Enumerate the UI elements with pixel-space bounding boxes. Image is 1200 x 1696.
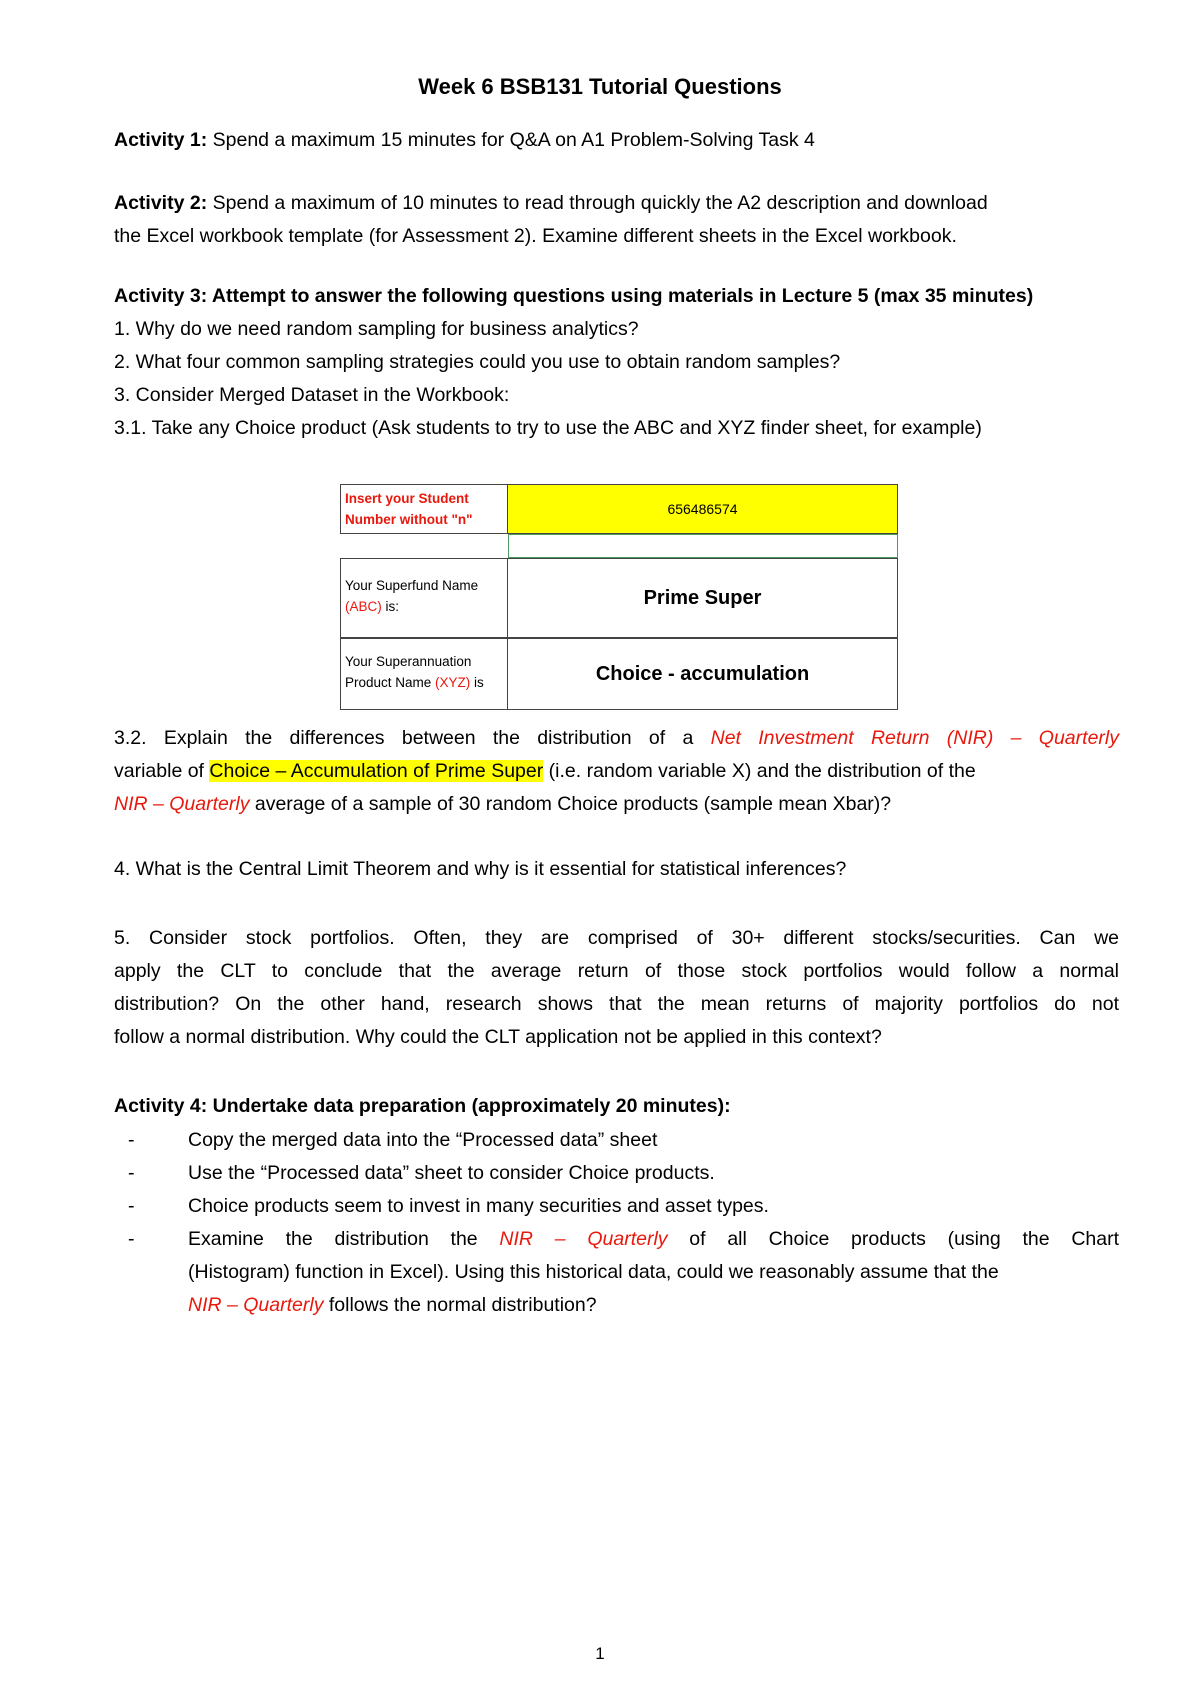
activity-2-line-1: Spend a maximum of 10 minutes to read through quickly the A2 description and download: [207, 192, 988, 214]
activity-4-list: [114, 1124, 1119, 1322]
question-1: 1. Why do we need random sampling for business analytics?: [114, 318, 639, 340]
superfund-name-value: Prime Super: [508, 558, 898, 638]
activity-3: [114, 280, 1119, 445]
activity-4: [114, 1090, 1119, 1123]
list-item: - Copy the merged data into the “Processed data” sheet: [128, 1129, 658, 1151]
nir-quarterly-term: Net Investment Return (NIR) – Quarterly: [710, 727, 1119, 749]
activity-2-line-2: the Excel workbook template (for Assessment 2). Examine different sheets in the Excel workbook.: [114, 225, 957, 247]
superfund-row: [340, 558, 898, 638]
activity-1-text: Spend a maximum 15 minutes for Q&A on A1 Problem-Solving Task 4: [207, 129, 815, 151]
activity-2: [114, 187, 1119, 253]
page-number: 1: [595, 1644, 605, 1663]
activity-1-label: Activity 1:: [114, 129, 208, 151]
product-name-value: Choice - accumulation: [508, 638, 898, 710]
question-2: 2. What four common sampling strategies could you use to obtain random samples?: [114, 351, 841, 373]
activity-3-heading: Activity 3: Attempt to answer the following questions using materials in Lecture 5 (max 35 minutes): [114, 285, 1034, 307]
question-3-1: 3.1. Take any Choice product (Ask students to try to use the ABC and XYZ finder sheet, for example): [114, 417, 982, 439]
activity-1: [114, 124, 1119, 157]
activity-2-label: Activity 2:: [114, 192, 208, 214]
student-number-label: Insert your Student Number without "n": [340, 484, 508, 534]
list-item: - Use the “Processed data” sheet to consider Choice products.: [128, 1162, 715, 1184]
product-row: [340, 638, 898, 710]
question-5: 5. Consider stock portfolios. Often, they are comprised of 30+ different stocks/securities. Can we apply the CLT to conclude that the average return of those stock portfolios would follow a normal distribution? On the other hand, research shows that the mean returns of majority portfolios do not follow a normal distribution. Why could the CLT application not be applied in this context?: [114, 927, 1119, 1048]
question-3: 3. Consider Merged Dataset in the Workbook:: [114, 384, 510, 406]
selected-empty-cell: [508, 534, 898, 558]
product-label: Your Superannuation Product Name (XYZ) is: [340, 638, 508, 710]
highlighted-product: Choice – Accumulation of Prime Super: [209, 760, 544, 782]
student-number-value: 656486574: [508, 484, 898, 534]
activity-4-heading: Activity 4: Undertake data preparation (approximately 20 minutes):: [114, 1095, 731, 1117]
student-number-row: [340, 484, 898, 534]
page-title: Week 6 BSB131 Tutorial Questions: [418, 74, 782, 99]
excel-finder-snippet: [340, 484, 898, 710]
list-item: - Examine the distribution the NIR – Quarterly of all Choice products (using the Chart (Histogram) function in Excel). Using this historical data, could we reasonably assume that the NIR – Quarterly follows the normal distribution?: [128, 1228, 1120, 1316]
question-3-2: 3.2. Explain the differences between the distribution of a Net Investment Return (NIR) – Quarterly variable of Choice – Accumulation of Prime Super (i.e. random variable X) and the distribution of the NIR – Quarterly average of a sample of 30 random Choice products (sample mean Xbar)?: [114, 727, 1119, 815]
superfund-label: Your Superfund Name (ABC) is:: [340, 558, 508, 638]
list-item: - Choice products seem to invest in many securities and asset types.: [128, 1195, 769, 1217]
question-4: 4. What is the Central Limit Theorem and why is it essential for statistical inferences?: [114, 858, 847, 880]
